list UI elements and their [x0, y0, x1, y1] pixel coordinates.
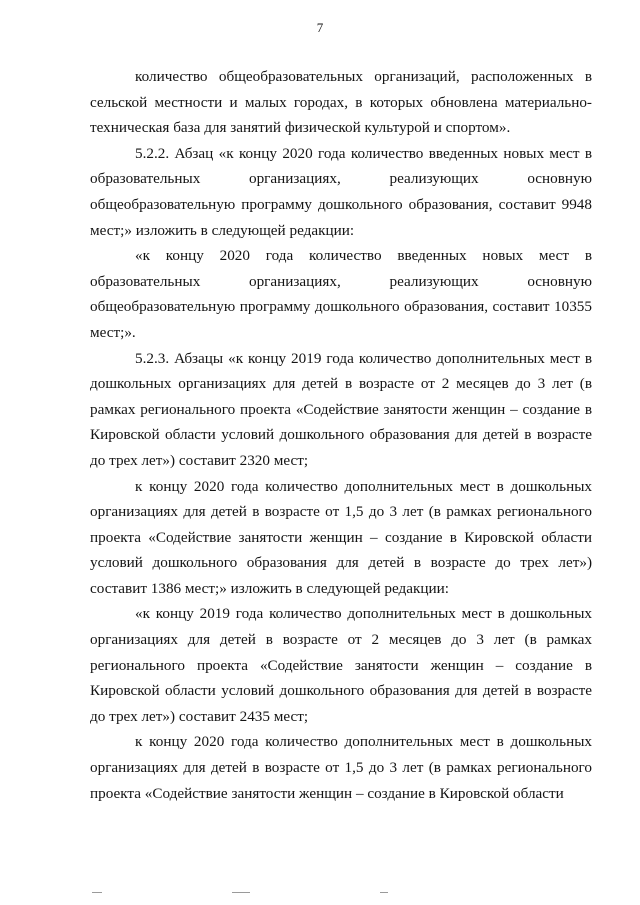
document-body	[90, 64, 592, 806]
paragraph-5-2-2: 5.2.2. Абзац «к концу 2020 года количество введенных новых мест в образовательных организациях, реализующих основную общеобразовательную программу дошкольного образования, составит 9948 мест;» изложить в следующей редакции:	[90, 144, 592, 239]
scan-mark	[232, 892, 250, 893]
paragraph-5-2-2-new-text: «к концу 2020 года количество введенных новых мест в образовательных организациях, реализующих основную общеобразовательную программу дошкольного образования, составит 10355 мест;».	[90, 247, 592, 341]
paragraph-5-2-3-second-item: к концу 2020 года количество дополнительных мест в дошкольных организациях для детей в возрасте от 1,5 до 3 лет (в рамках регионального проекта «Содействие занятости женщин – создание в Кировской области условий дошкольного образования для детей в возрасте до трех лет») составит 1386 мест;» изложить в следующей редакции:	[90, 477, 592, 597]
paragraph-5-2-3-new-text-second-item: к концу 2020 года количество дополнительных мест в дошкольных организациях для детей в возрасте от 1,5 до 3 лет (в рамках регионального проекта «Содействие занятости женщин – создание в Кировской области	[90, 733, 592, 802]
scan-mark	[92, 892, 102, 893]
paragraph-continuation: количество общеобразовательных организаций, расположенных в сельской местности и малых городах, в которых обновлена материально-техническая база для занятий физической культурой и спортом».	[90, 68, 592, 137]
paragraph-5-2-3-new-text: «к концу 2019 года количество дополнительных мест в дошкольных организациях для детей в возрасте от 2 месяцев до 3 лет (в рамках регионального проекта «Содействие занятости женщин – создание в Кировской области условий дошкольного образования для детей в возрасте до трех лет») составит 2435 мест;	[90, 605, 592, 725]
paragraph-5-2-3: 5.2.3. Абзацы «к концу 2019 года количество дополнительных мест в дошкольных организациях для детей в возрасте от 2 месяцев до 3 лет (в рамках регионального проекта «Содействие занятости женщин – создание в Кировской области условий дошкольного образования для детей в возрасте до трех лет») составит 2320 мест;	[90, 349, 592, 469]
page-number: 7	[316, 20, 324, 35]
scan-mark	[380, 892, 388, 893]
